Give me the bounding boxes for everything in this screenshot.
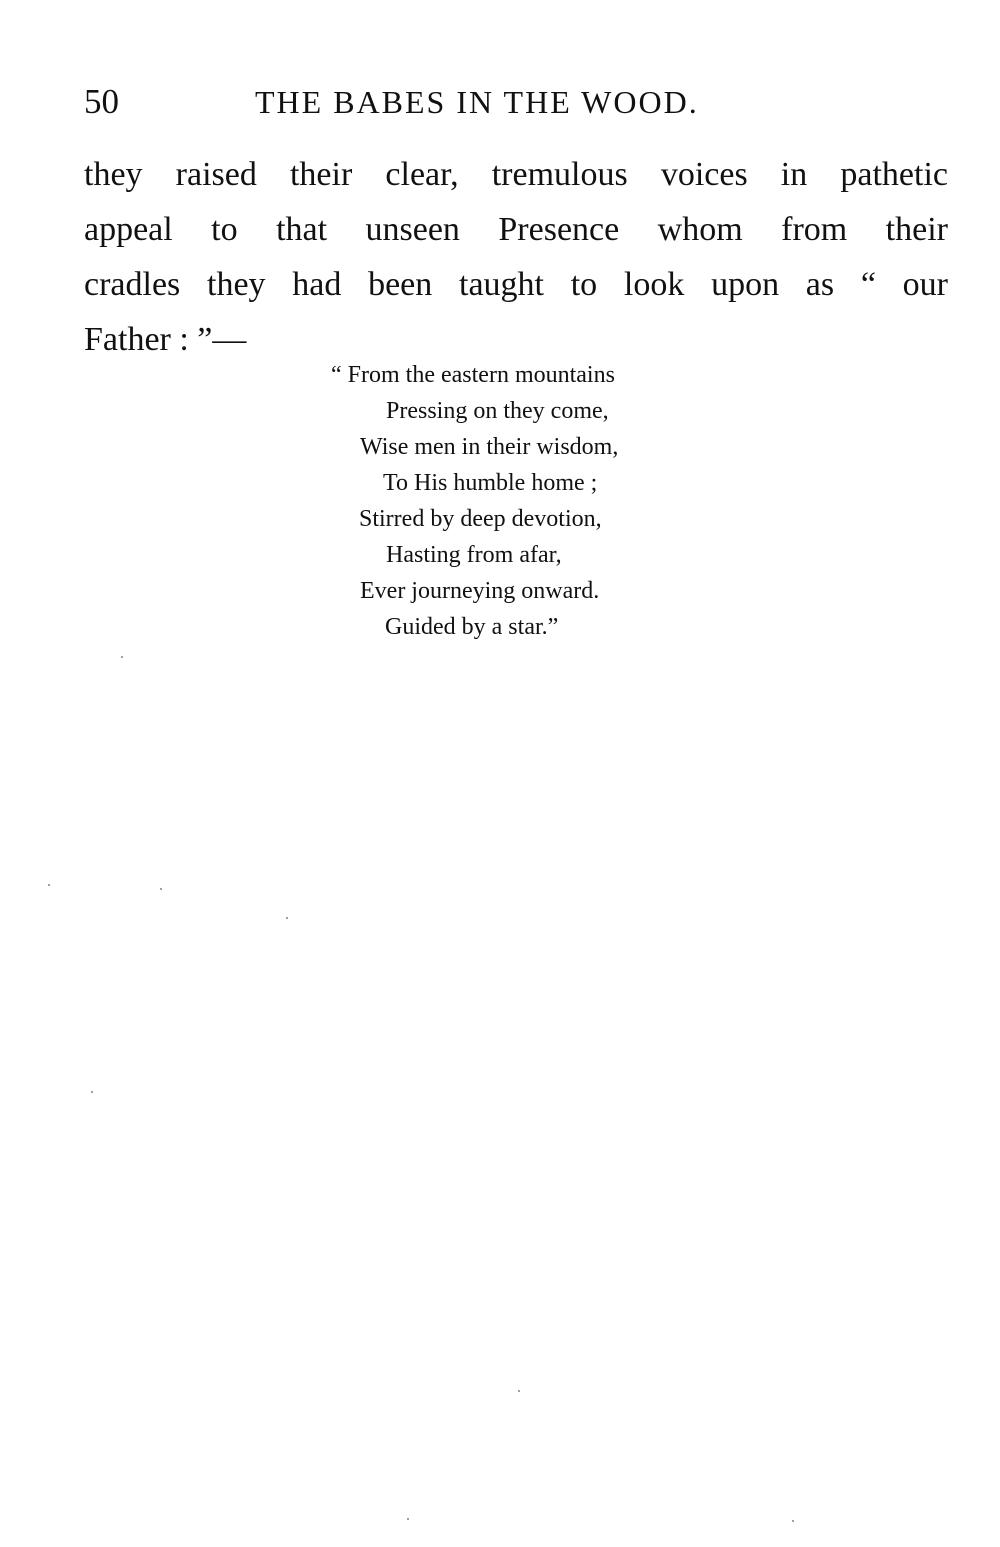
body-line: they raised their clear, tremulous voices in pathetic: [84, 156, 948, 193]
scan-speck: [518, 1390, 520, 1392]
scan-speck: [792, 1520, 794, 1522]
poem-line: Hasting from afar,: [386, 542, 562, 568]
body-line: cradles they had been taught to look upon as “ our: [84, 266, 948, 303]
poem-line: Guided by a star.”: [385, 614, 559, 640]
poem-line: To His humble home ;: [383, 470, 598, 496]
scan-speck: [286, 917, 288, 919]
poem-line: Ever journeying onward.: [360, 578, 600, 604]
body-line: Father : ”—: [84, 321, 247, 358]
poem-line: “ From the eastern mountains: [331, 362, 615, 388]
body-line: appeal to that unseen Presence whom from their: [84, 211, 948, 248]
scan-speck: [121, 656, 123, 658]
poem-line: Pressing on they come,: [386, 398, 609, 424]
page-header: [84, 78, 948, 126]
scan-speck: [48, 884, 50, 886]
poem-line: Stirred by deep devotion,: [359, 506, 602, 532]
scan-speck: [160, 888, 162, 890]
body-paragraph: [84, 147, 948, 367]
scan-speck: [91, 1091, 93, 1093]
page-number: 50: [84, 82, 119, 121]
running-head: THE BABES IN THE WOOD.: [255, 84, 699, 120]
scan-speck: [407, 1518, 409, 1520]
poem-line: Wise men in their wisdom,: [360, 434, 619, 460]
hymn-quotation: [331, 357, 721, 645]
